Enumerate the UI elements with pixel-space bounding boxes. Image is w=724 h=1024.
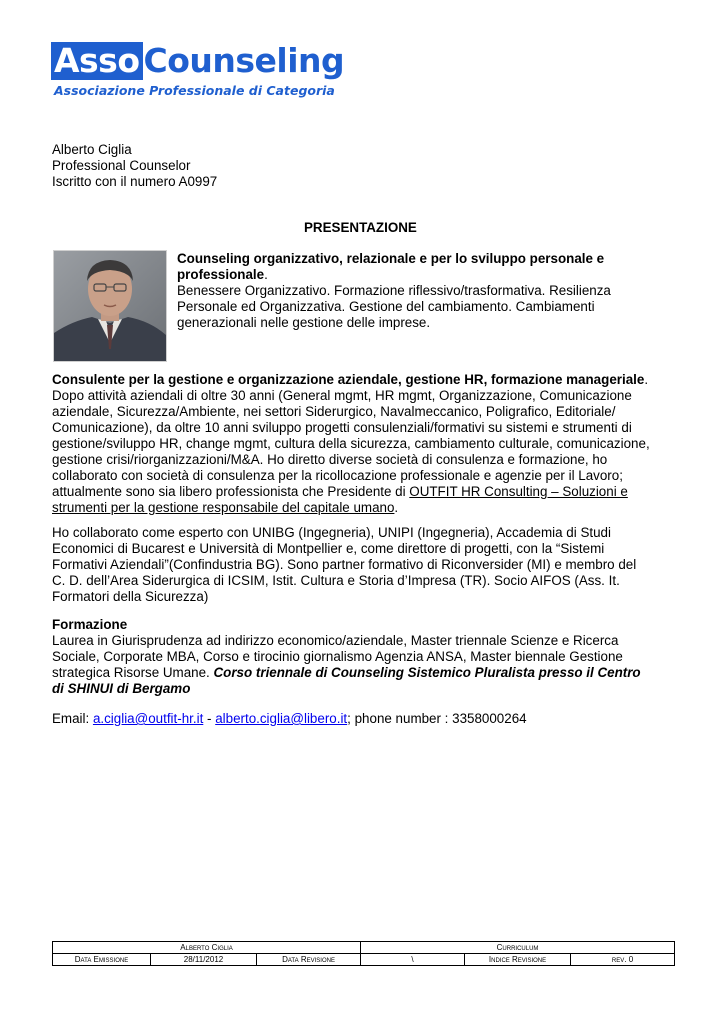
footer-row-1	[53, 942, 675, 954]
footer-table	[52, 941, 675, 966]
author-role: Professional Counselor	[52, 158, 191, 173]
profile-photo	[53, 250, 167, 362]
consulente-text: Dopo attività aziendali di oltre 30 anni (General mgmt, HR mgmt, Organizzazione, Comunicazione aziendale, Sicurezza/Ambiente, nei settori Siderurgico, Navalmeccanico, Poligrafico, Editoriale/ Comunicazione), da oltre 10 anni sviluppo progetti consulenziali/formativi su sistemi e strumenti di gestione/sviluppo HR, change mgmt, cultura della sicurezza, cambiamento culturale, comunicazione, gestione crisi/riorganizzazioni/M&A. Ho diretto diverse società di consulenza e formazione, ho collaborato con società di consulenza per la ricollocazione professionale e agenzie per il Lavoro; attualmente sono sia libero professionista che Presidente di	[52, 388, 650, 499]
logo-subtitle: Associazione Professionale di Categoria	[54, 83, 335, 98]
asso-counseling-logo	[51, 42, 381, 100]
collaborazioni-paragraph: Ho collaborato come esperto con UNIBG (Ingegneria), UNIPI (Ingegneria), Accademia di Studi Economici di Bucarest e Università di Montpellier e, come direttore di progetti, con la “Sistemi Formativi Aziendali”(Confindustria BG). Sono partner formativo di Riconversider (MI) e membro del C. D. dell’Area Siderurgica di ICSIM, Istit. Cultura e Storia d’Impresa (TR). Socio AIFOS (Ass. It. Formatori della Sicurezza)	[52, 525, 637, 604]
author-block	[52, 142, 217, 190]
email-label: Email:	[52, 711, 93, 726]
footer-document: Curriculum	[361, 942, 675, 954]
logo-counseling-text: Counseling	[143, 41, 345, 80]
formazione-counseling-course: Corso triennale di Counseling Sistemico Pluralista presso il Centro di SHINUI di Bergamo	[52, 665, 641, 696]
footer-emission-date: 28/11/2012	[151, 954, 257, 966]
section-title: PRESENTAZIONE	[304, 220, 417, 235]
contact-line	[52, 711, 652, 727]
intro-paragraph	[177, 251, 647, 331]
author-name: Alberto Ciglia	[52, 142, 132, 157]
logo-asso-text: Asso	[51, 42, 143, 80]
email-link-libero[interactable]: alberto.ciglia@libero.it	[215, 711, 348, 726]
consulente-end: .	[394, 500, 399, 515]
formazione-text: Laurea in Giurisprudenza ad indirizzo economico/aziendale, Master triennale Scienze e Ricerca Sociale, Corporate MBA, Corso e tirocinio giornalismo Agenzia ANSA, Master biennale Gestione strategica Risorse Umane.	[52, 633, 623, 680]
consulente-paragraph	[52, 372, 652, 516]
footer-row-2	[53, 954, 675, 966]
consulente-heading-end: .	[644, 372, 649, 387]
author-registration: Iscritto con il numero A0997	[52, 174, 218, 189]
footer-author: Alberto Ciglia	[53, 942, 361, 954]
outfit-hr-link[interactable]: OUTFIT HR Consulting – Soluzioni e strumenti per la gestione responsabile del capitale umano	[52, 484, 628, 515]
footer-index-label: Indice Revisione	[465, 954, 571, 966]
email-link-outfit[interactable]: a.ciglia@outfit-hr.it	[92, 711, 204, 726]
footer-emission-label: Data Emissione	[53, 954, 151, 966]
footer-rev-number: rev. 0	[571, 954, 675, 966]
email-separator: -	[203, 711, 216, 726]
footer-revision-date: \	[361, 954, 465, 966]
footer-revision-label: Data Revisione	[257, 954, 361, 966]
formazione-paragraph	[52, 617, 652, 697]
intro-heading: Counseling organizzativo, relazionale e per lo sviluppo personale e professionale	[177, 251, 605, 282]
intro-text: Benessere Organizzativo. Formazione riflessivo/trasformativa. Resilienza Personale ed Organizzativa. Gestione del cambiamento. Cambiamenti generazionali nelle gestione delle imprese.	[177, 283, 611, 330]
consulente-heading: Consulente per la gestione e organizzazione aziendale, gestione HR, formazione manageriale	[52, 372, 645, 387]
phone-number: ; phone number : 3358000264	[347, 711, 527, 726]
portrait-image	[54, 251, 166, 361]
intro-heading-end: .	[264, 267, 268, 282]
formazione-heading: Formazione	[52, 617, 128, 632]
